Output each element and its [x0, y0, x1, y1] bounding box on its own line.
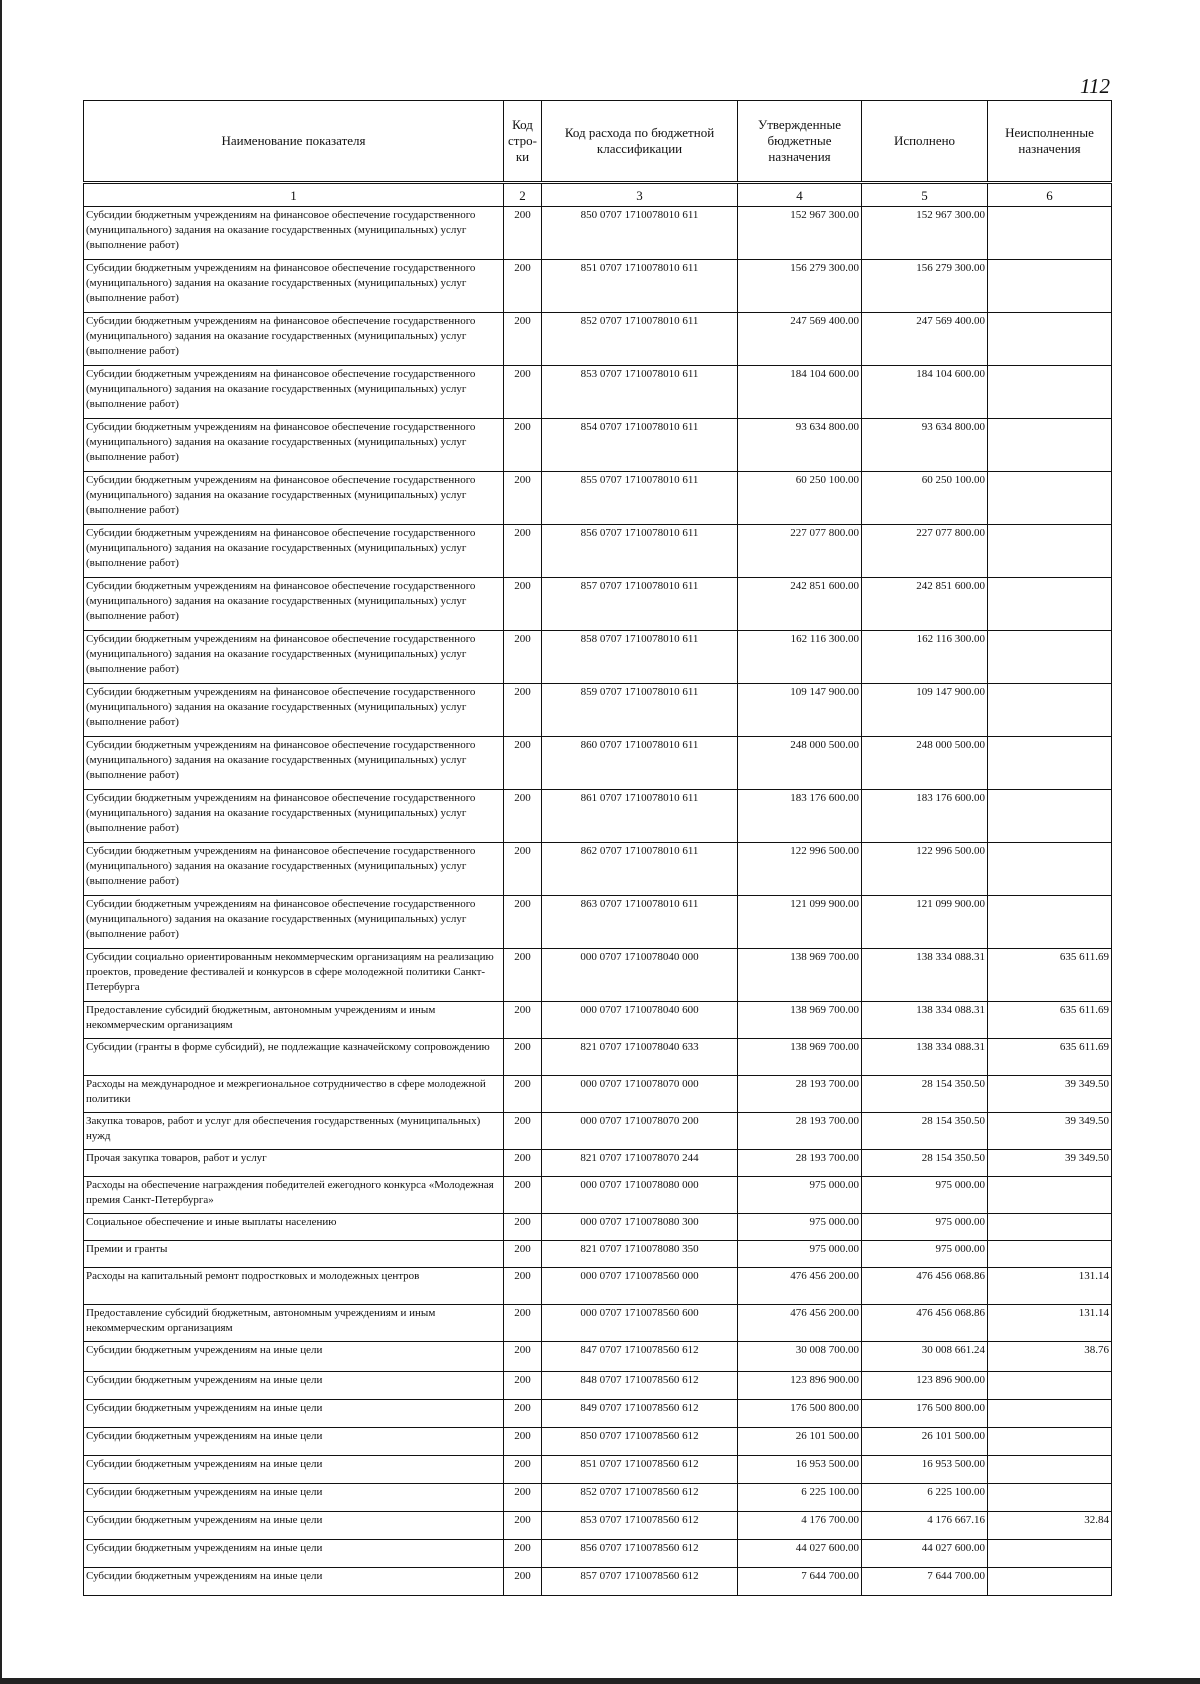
budget-code-cell: 854 0707 1710078010 611 — [542, 419, 738, 472]
table-row — [84, 843, 1112, 896]
approved-amount-cell: 93 634 800.00 — [738, 419, 862, 472]
approved-amount-cell: 152 967 300.00 — [738, 207, 862, 260]
table-row — [84, 1305, 1112, 1342]
line-code-cell: 200 — [504, 419, 542, 472]
line-code-cell: 200 — [504, 1512, 542, 1540]
indicator-name-cell: Социальное обеспечение и иные выплаты населению — [84, 1214, 504, 1241]
line-code-cell: 200 — [504, 737, 542, 790]
budget-code-cell: 000 0707 1710078040 000 — [542, 949, 738, 1002]
table-row — [84, 1540, 1112, 1568]
line-code-cell: 200 — [504, 1214, 542, 1241]
table-row — [84, 949, 1112, 1002]
budget-execution-table — [83, 100, 1112, 1596]
scan-edge-bottom — [0, 1678, 1200, 1684]
table-row — [84, 1484, 1112, 1512]
approved-amount-cell: 123 896 900.00 — [738, 1372, 862, 1400]
table-row — [84, 684, 1112, 737]
budget-code-cell: 852 0707 1710078560 612 — [542, 1484, 738, 1512]
budget-code-cell: 856 0707 1710078560 612 — [542, 1540, 738, 1568]
line-code-cell: 200 — [504, 207, 542, 260]
table-row — [84, 1456, 1112, 1484]
line-code-cell: 200 — [504, 1400, 542, 1428]
line-code-cell: 200 — [504, 684, 542, 737]
line-code-cell: 200 — [504, 896, 542, 949]
executed-amount-cell: 248 000 500.00 — [862, 737, 988, 790]
line-code-cell: 200 — [504, 790, 542, 843]
table-row — [84, 896, 1112, 949]
indicator-name-cell: Субсидии бюджетным учреждениям на финансовое обеспечение государственного (муниципального) задания на оказание государственных (муниципальных) услуг (выполнение работ) — [84, 260, 504, 313]
unexecuted-amount-cell — [988, 313, 1112, 366]
header-line-code: Код стро-ки — [504, 101, 542, 183]
executed-amount-cell: 176 500 800.00 — [862, 1400, 988, 1428]
budget-code-cell: 851 0707 1710078010 611 — [542, 260, 738, 313]
table-row — [84, 1342, 1112, 1372]
indicator-name-cell: Субсидии бюджетным учреждениям на финансовое обеспечение государственного (муниципального) задания на оказание государственных (муниципальных) услуг (выполнение работ) — [84, 631, 504, 684]
table-row — [84, 1177, 1112, 1214]
header-row — [84, 101, 1112, 183]
unexecuted-amount-cell — [988, 1456, 1112, 1484]
executed-amount-cell: 28 154 350.50 — [862, 1076, 988, 1113]
line-code-cell: 200 — [504, 1305, 542, 1342]
unexecuted-amount-cell: 131.14 — [988, 1268, 1112, 1305]
approved-amount-cell: 28 193 700.00 — [738, 1150, 862, 1177]
line-code-cell: 200 — [504, 1372, 542, 1400]
budget-code-cell: 847 0707 1710078560 612 — [542, 1342, 738, 1372]
indicator-name-cell: Субсидии бюджетным учреждениям на иные цели — [84, 1400, 504, 1428]
unexecuted-amount-cell — [988, 1568, 1112, 1596]
executed-amount-cell: 975 000.00 — [862, 1241, 988, 1268]
approved-amount-cell: 476 456 200.00 — [738, 1268, 862, 1305]
indicator-name-cell: Субсидии бюджетным учреждениям на иные цели — [84, 1568, 504, 1596]
line-code-cell: 200 — [504, 1039, 542, 1076]
line-code-cell: 200 — [504, 1002, 542, 1039]
approved-amount-cell: 28 193 700.00 — [738, 1113, 862, 1150]
approved-amount-cell: 4 176 700.00 — [738, 1512, 862, 1540]
budget-code-cell: 000 0707 1710078080 300 — [542, 1214, 738, 1241]
budget-code-cell: 861 0707 1710078010 611 — [542, 790, 738, 843]
approved-amount-cell: 975 000.00 — [738, 1214, 862, 1241]
unexecuted-amount-cell: 38.76 — [988, 1342, 1112, 1372]
executed-amount-cell: 183 176 600.00 — [862, 790, 988, 843]
executed-amount-cell: 121 099 900.00 — [862, 896, 988, 949]
executed-amount-cell: 7 644 700.00 — [862, 1568, 988, 1596]
column-number: 2 — [504, 183, 542, 207]
column-number: 4 — [738, 183, 862, 207]
table-row — [84, 1241, 1112, 1268]
unexecuted-amount-cell — [988, 1372, 1112, 1400]
unexecuted-amount-cell — [988, 1241, 1112, 1268]
indicator-name-cell: Расходы на капитальный ремонт подростковых и молодежных центров — [84, 1268, 504, 1305]
column-number: 3 — [542, 183, 738, 207]
approved-amount-cell: 28 193 700.00 — [738, 1076, 862, 1113]
scan-edge-left — [0, 0, 2, 1684]
unexecuted-amount-cell: 39 349.50 — [988, 1113, 1112, 1150]
executed-amount-cell: 138 334 088.31 — [862, 1002, 988, 1039]
line-code-cell: 200 — [504, 1076, 542, 1113]
approved-amount-cell: 121 099 900.00 — [738, 896, 862, 949]
budget-code-cell: 849 0707 1710078560 612 — [542, 1400, 738, 1428]
indicator-name-cell: Субсидии бюджетным учреждениям на финансовое обеспечение государственного (муниципального) задания на оказание государственных (муниципальных) услуг (выполнение работ) — [84, 525, 504, 578]
executed-amount-cell: 476 456 068.86 — [862, 1305, 988, 1342]
budget-code-cell: 856 0707 1710078010 611 — [542, 525, 738, 578]
column-number: 5 — [862, 183, 988, 207]
executed-amount-cell: 247 569 400.00 — [862, 313, 988, 366]
approved-amount-cell: 44 027 600.00 — [738, 1540, 862, 1568]
budget-code-cell: 821 0707 1710078070 244 — [542, 1150, 738, 1177]
indicator-name-cell: Субсидии бюджетным учреждениям на финансовое обеспечение государственного (муниципального) задания на оказание государственных (муниципальных) услуг (выполнение работ) — [84, 843, 504, 896]
table-row — [84, 1400, 1112, 1428]
budget-code-cell: 000 0707 1710078560 000 — [542, 1268, 738, 1305]
executed-amount-cell: 138 334 088.31 — [862, 1039, 988, 1076]
budget-code-cell: 821 0707 1710078080 350 — [542, 1241, 738, 1268]
line-code-cell: 200 — [504, 1177, 542, 1214]
approved-amount-cell: 26 101 500.00 — [738, 1428, 862, 1456]
unexecuted-amount-cell — [988, 790, 1112, 843]
unexecuted-amount-cell — [988, 207, 1112, 260]
budget-code-cell: 857 0707 1710078010 611 — [542, 578, 738, 631]
line-code-cell: 200 — [504, 1484, 542, 1512]
line-code-cell: 200 — [504, 1456, 542, 1484]
executed-amount-cell: 60 250 100.00 — [862, 472, 988, 525]
budget-code-cell: 858 0707 1710078010 611 — [542, 631, 738, 684]
indicator-name-cell: Субсидии бюджетным учреждениям на финансовое обеспечение государственного (муниципального) задания на оказание государственных (муниципальных) услуг (выполнение работ) — [84, 684, 504, 737]
column-number-row — [84, 183, 1112, 207]
indicator-name-cell: Субсидии бюджетным учреждениям на финансовое обеспечение государственного (муниципального) задания на оказание государственных (муниципальных) услуг (выполнение работ) — [84, 313, 504, 366]
indicator-name-cell: Субсидии бюджетным учреждениям на финансовое обеспечение государственного (муниципального) задания на оказание государственных (муниципальных) услуг (выполнение работ) — [84, 366, 504, 419]
indicator-name-cell: Субсидии бюджетным учреждениям на финансовое обеспечение государственного (муниципального) задания на оказание государственных (муниципальных) услуг (выполнение работ) — [84, 896, 504, 949]
table-row — [84, 631, 1112, 684]
executed-amount-cell: 227 077 800.00 — [862, 525, 988, 578]
indicator-name-cell: Субсидии бюджетным учреждениям на финансовое обеспечение государственного (муниципального) задания на оказание государственных (муниципальных) услуг (выполнение работ) — [84, 207, 504, 260]
approved-amount-cell: 7 644 700.00 — [738, 1568, 862, 1596]
executed-amount-cell: 93 634 800.00 — [862, 419, 988, 472]
budget-code-cell: 859 0707 1710078010 611 — [542, 684, 738, 737]
table-row — [84, 1268, 1112, 1305]
approved-amount-cell: 476 456 200.00 — [738, 1305, 862, 1342]
indicator-name-cell: Расходы на обеспечение награждения победителей ежегодного конкурса «Молодежная премия Санкт-Петербурга» — [84, 1177, 504, 1214]
table-row — [84, 790, 1112, 843]
executed-amount-cell: 123 896 900.00 — [862, 1372, 988, 1400]
line-code-cell: 200 — [504, 525, 542, 578]
approved-amount-cell: 242 851 600.00 — [738, 578, 862, 631]
budget-code-cell: 850 0707 1710078010 611 — [542, 207, 738, 260]
header-executed: Исполнено — [862, 101, 988, 183]
approved-amount-cell: 975 000.00 — [738, 1177, 862, 1214]
unexecuted-amount-cell — [988, 684, 1112, 737]
approved-amount-cell: 138 969 700.00 — [738, 1002, 862, 1039]
unexecuted-amount-cell — [988, 1428, 1112, 1456]
unexecuted-amount-cell — [988, 1400, 1112, 1428]
unexecuted-amount-cell — [988, 525, 1112, 578]
unexecuted-amount-cell — [988, 843, 1112, 896]
executed-amount-cell: 975 000.00 — [862, 1214, 988, 1241]
table-row — [84, 737, 1112, 790]
approved-amount-cell: 6 225 100.00 — [738, 1484, 862, 1512]
indicator-name-cell: Премии и гранты — [84, 1241, 504, 1268]
approved-amount-cell: 248 000 500.00 — [738, 737, 862, 790]
line-code-cell: 200 — [504, 949, 542, 1002]
indicator-name-cell: Прочая закупка товаров, работ и услуг — [84, 1150, 504, 1177]
table-row — [84, 366, 1112, 419]
indicator-name-cell: Предоставление субсидий бюджетным, автономным учреждениям и иным некоммерческим организациям — [84, 1002, 504, 1039]
indicator-name-cell: Субсидии бюджетным учреждениям на иные цели — [84, 1342, 504, 1372]
budget-code-cell: 000 0707 1710078080 000 — [542, 1177, 738, 1214]
line-code-cell: 200 — [504, 1428, 542, 1456]
unexecuted-amount-cell — [988, 1214, 1112, 1241]
unexecuted-amount-cell — [988, 737, 1112, 790]
unexecuted-amount-cell — [988, 419, 1112, 472]
unexecuted-amount-cell — [988, 472, 1112, 525]
unexecuted-amount-cell: 32.84 — [988, 1512, 1112, 1540]
executed-amount-cell: 109 147 900.00 — [862, 684, 988, 737]
indicator-name-cell: Субсидии (гранты в форме субсидий), не подлежащие казначейскому сопровождению — [84, 1039, 504, 1076]
executed-amount-cell: 242 851 600.00 — [862, 578, 988, 631]
approved-amount-cell: 30 008 700.00 — [738, 1342, 862, 1372]
line-code-cell: 200 — [504, 1568, 542, 1596]
approved-amount-cell: 138 969 700.00 — [738, 1039, 862, 1076]
unexecuted-amount-cell — [988, 578, 1112, 631]
table-row — [84, 1113, 1112, 1150]
indicator-name-cell: Закупка товаров, работ и услуг для обеспечения государственных (муниципальных) нужд — [84, 1113, 504, 1150]
approved-amount-cell: 162 116 300.00 — [738, 631, 862, 684]
budget-code-cell: 852 0707 1710078010 611 — [542, 313, 738, 366]
budget-code-cell: 848 0707 1710078560 612 — [542, 1372, 738, 1400]
line-code-cell: 200 — [504, 631, 542, 684]
executed-amount-cell: 44 027 600.00 — [862, 1540, 988, 1568]
indicator-name-cell: Расходы на международное и межрегиональное сотрудничество в сфере молодежной политики — [84, 1076, 504, 1113]
executed-amount-cell: 16 953 500.00 — [862, 1456, 988, 1484]
unexecuted-amount-cell — [988, 631, 1112, 684]
unexecuted-amount-cell: 635 611.69 — [988, 949, 1112, 1002]
approved-amount-cell: 247 569 400.00 — [738, 313, 862, 366]
executed-amount-cell: 156 279 300.00 — [862, 260, 988, 313]
executed-amount-cell: 30 008 661.24 — [862, 1342, 988, 1372]
unexecuted-amount-cell — [988, 366, 1112, 419]
line-code-cell: 200 — [504, 313, 542, 366]
unexecuted-amount-cell: 131.14 — [988, 1305, 1112, 1342]
line-code-cell: 200 — [504, 843, 542, 896]
line-code-cell: 200 — [504, 366, 542, 419]
indicator-name-cell: Субсидии бюджетным учреждениям на иные цели — [84, 1540, 504, 1568]
approved-amount-cell: 156 279 300.00 — [738, 260, 862, 313]
approved-amount-cell: 109 147 900.00 — [738, 684, 862, 737]
executed-amount-cell: 6 225 100.00 — [862, 1484, 988, 1512]
budget-code-cell: 863 0707 1710078010 611 — [542, 896, 738, 949]
unexecuted-amount-cell: 39 349.50 — [988, 1150, 1112, 1177]
header-unexecuted: Неисполненные назначения — [988, 101, 1112, 183]
budget-code-cell: 851 0707 1710078560 612 — [542, 1456, 738, 1484]
approved-amount-cell: 122 996 500.00 — [738, 843, 862, 896]
line-code-cell: 200 — [504, 472, 542, 525]
table-row — [84, 260, 1112, 313]
budget-code-cell: 000 0707 1710078070 000 — [542, 1076, 738, 1113]
table-row — [84, 1002, 1112, 1039]
executed-amount-cell: 975 000.00 — [862, 1177, 988, 1214]
header-indicator-name: Наименование показателя — [84, 101, 504, 183]
budget-code-cell: 000 0707 1710078070 200 — [542, 1113, 738, 1150]
line-code-cell: 200 — [504, 1268, 542, 1305]
indicator-name-cell: Субсидии социально ориентированным некоммерческим организациям на реализацию проектов, проведение фестивалей и конкурсов в сфере молодежной политики Санкт-Петербурга — [84, 949, 504, 1002]
indicator-name-cell: Субсидии бюджетным учреждениям на финансовое обеспечение государственного (муниципального) задания на оказание государственных (муниципальных) услуг (выполнение работ) — [84, 578, 504, 631]
table-row — [84, 1076, 1112, 1113]
unexecuted-amount-cell: 635 611.69 — [988, 1039, 1112, 1076]
executed-amount-cell: 162 116 300.00 — [862, 631, 988, 684]
line-code-cell: 200 — [504, 260, 542, 313]
unexecuted-amount-cell — [988, 896, 1112, 949]
table-row — [84, 1512, 1112, 1540]
table-body — [84, 207, 1112, 1596]
table-row — [84, 1428, 1112, 1456]
table-row — [84, 1568, 1112, 1596]
table-row — [84, 1214, 1112, 1241]
executed-amount-cell: 28 154 350.50 — [862, 1113, 988, 1150]
approved-amount-cell: 176 500 800.00 — [738, 1400, 862, 1428]
unexecuted-amount-cell — [988, 1540, 1112, 1568]
column-number: 1 — [84, 183, 504, 207]
unexecuted-amount-cell — [988, 1484, 1112, 1512]
table-row — [84, 313, 1112, 366]
budget-code-cell: 862 0707 1710078010 611 — [542, 843, 738, 896]
indicator-name-cell: Субсидии бюджетным учреждениям на финансовое обеспечение государственного (муниципального) задания на оказание государственных (муниципальных) услуг (выполнение работ) — [84, 737, 504, 790]
budget-code-cell: 821 0707 1710078040 633 — [542, 1039, 738, 1076]
indicator-name-cell: Субсидии бюджетным учреждениям на иные цели — [84, 1512, 504, 1540]
unexecuted-amount-cell: 635 611.69 — [988, 1002, 1112, 1039]
table-row — [84, 419, 1112, 472]
budget-code-cell: 857 0707 1710078560 612 — [542, 1568, 738, 1596]
unexecuted-amount-cell — [988, 260, 1112, 313]
executed-amount-cell: 476 456 068.86 — [862, 1268, 988, 1305]
executed-amount-cell: 28 154 350.50 — [862, 1150, 988, 1177]
line-code-cell: 200 — [504, 1540, 542, 1568]
indicator-name-cell: Предоставление субсидий бюджетным, автономным учреждениям и иным некоммерческим организациям — [84, 1305, 504, 1342]
approved-amount-cell: 227 077 800.00 — [738, 525, 862, 578]
indicator-name-cell: Субсидии бюджетным учреждениям на финансовое обеспечение государственного (муниципального) задания на оказание государственных (муниципальных) услуг (выполнение работ) — [84, 419, 504, 472]
line-code-cell: 200 — [504, 1150, 542, 1177]
table-row — [84, 578, 1112, 631]
budget-code-cell: 855 0707 1710078010 611 — [542, 472, 738, 525]
budget-code-cell: 853 0707 1710078010 611 — [542, 366, 738, 419]
budget-code-cell: 860 0707 1710078010 611 — [542, 737, 738, 790]
executed-amount-cell: 26 101 500.00 — [862, 1428, 988, 1456]
executed-amount-cell: 152 967 300.00 — [862, 207, 988, 260]
approved-amount-cell: 975 000.00 — [738, 1241, 862, 1268]
line-code-cell: 200 — [504, 1241, 542, 1268]
page-number: 112 — [1080, 74, 1110, 98]
budget-code-cell: 000 0707 1710078560 600 — [542, 1305, 738, 1342]
line-code-cell: 200 — [504, 1342, 542, 1372]
approved-amount-cell: 138 969 700.00 — [738, 949, 862, 1002]
indicator-name-cell: Субсидии бюджетным учреждениям на иные цели — [84, 1484, 504, 1512]
column-number: 6 — [988, 183, 1112, 207]
indicator-name-cell: Субсидии бюджетным учреждениям на иные цели — [84, 1456, 504, 1484]
line-code-cell: 200 — [504, 1113, 542, 1150]
approved-amount-cell: 183 176 600.00 — [738, 790, 862, 843]
indicator-name-cell: Субсидии бюджетным учреждениям на иные цели — [84, 1372, 504, 1400]
table-row — [84, 1039, 1112, 1076]
executed-amount-cell: 4 176 667.16 — [862, 1512, 988, 1540]
table-row — [84, 1150, 1112, 1177]
line-code-cell: 200 — [504, 578, 542, 631]
approved-amount-cell: 60 250 100.00 — [738, 472, 862, 525]
indicator-name-cell: Субсидии бюджетным учреждениям на иные цели — [84, 1428, 504, 1456]
table-row — [84, 207, 1112, 260]
approved-amount-cell: 16 953 500.00 — [738, 1456, 862, 1484]
header-approved: Утвержденные бюджетные назначения — [738, 101, 862, 183]
table-row — [84, 525, 1112, 578]
table-row — [84, 1372, 1112, 1400]
approved-amount-cell: 184 104 600.00 — [738, 366, 862, 419]
executed-amount-cell: 184 104 600.00 — [862, 366, 988, 419]
executed-amount-cell: 122 996 500.00 — [862, 843, 988, 896]
executed-amount-cell: 138 334 088.31 — [862, 949, 988, 1002]
header-budget-code: Код расхода по бюджетной классификации — [542, 101, 738, 183]
indicator-name-cell: Субсидии бюджетным учреждениям на финансовое обеспечение государственного (муниципального) задания на оказание государственных (муниципальных) услуг (выполнение работ) — [84, 790, 504, 843]
budget-code-cell: 850 0707 1710078560 612 — [542, 1428, 738, 1456]
budget-code-cell: 853 0707 1710078560 612 — [542, 1512, 738, 1540]
table-row — [84, 472, 1112, 525]
indicator-name-cell: Субсидии бюджетным учреждениям на финансовое обеспечение государственного (муниципального) задания на оказание государственных (муниципальных) услуг (выполнение работ) — [84, 472, 504, 525]
unexecuted-amount-cell — [988, 1177, 1112, 1214]
unexecuted-amount-cell: 39 349.50 — [988, 1076, 1112, 1113]
budget-code-cell: 000 0707 1710078040 600 — [542, 1002, 738, 1039]
